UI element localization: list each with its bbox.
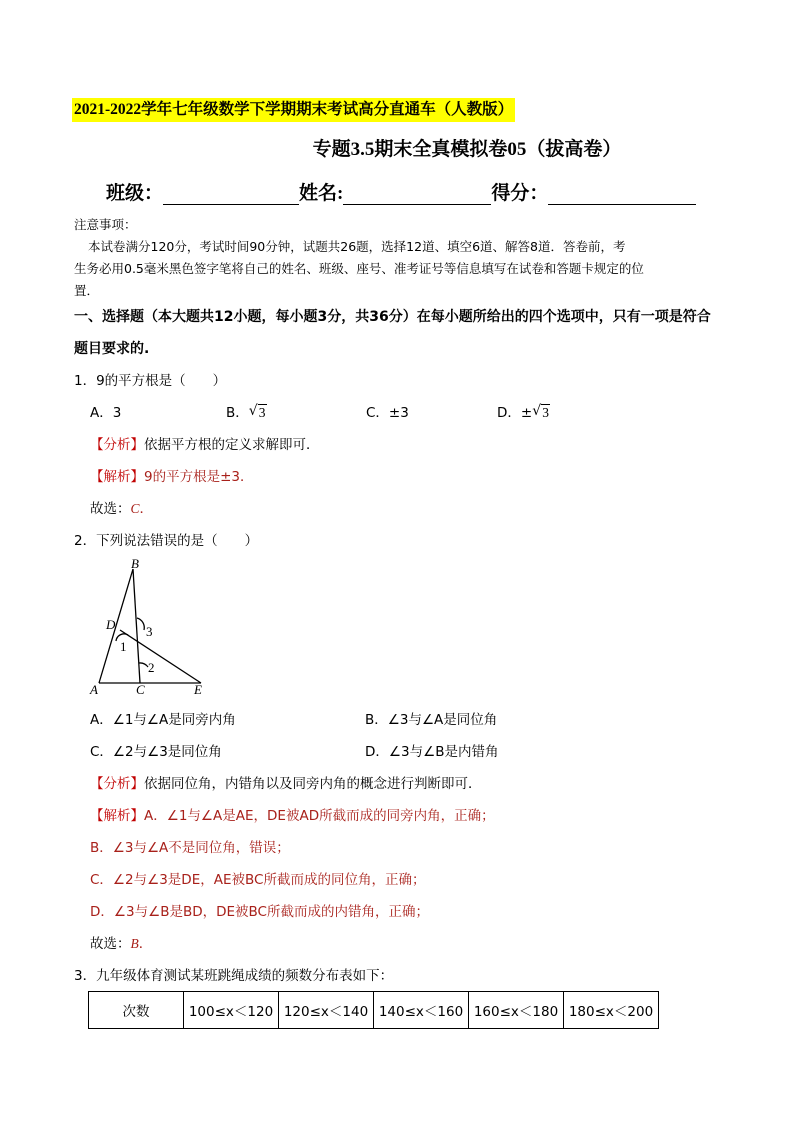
answer-prefix: 故选： (90, 501, 131, 517)
score-blank[interactable] (548, 182, 696, 205)
series-banner: 2021-2022学年七年级数学下学期期末考试高分直通车（人教版） (72, 98, 515, 122)
q2-solution-c: C．∠2与∠3是DE，AE被BC所截而成的同位角，正确； (90, 872, 426, 888)
q2-analysis-text: 依据同位角，内错角以及同旁内角的概念进行判断即可． (144, 776, 482, 792)
class-blank[interactable] (163, 182, 299, 205)
table-header-cell: 120≤x＜140 (279, 992, 374, 1029)
q2-geometry-figure (84, 556, 216, 698)
student-info-fields (106, 178, 696, 205)
class-label: 班级： (106, 183, 164, 204)
answer-prefix: 故选： (90, 936, 131, 952)
angle-3-arc (137, 618, 144, 630)
q1-option-d[interactable] (497, 402, 550, 424)
section-heading-line-1: 一、选择题（本大题共12小题，每小题3分，共36分）在每小题所给出的四个选项中，只有一项是符合 (74, 309, 711, 325)
q1-answer (90, 498, 153, 520)
line-ab (99, 569, 133, 683)
notice-line-3: 置． (74, 283, 100, 298)
q3-stem: 3．九年级体育测试某班跳绳成绩的频数分布表如下： (74, 968, 394, 984)
label-b: B (131, 556, 139, 571)
q1-answer-value: C (130, 501, 140, 516)
notice-line-2: 生务必用0.5毫米黑色签字笔将自己的姓名、班级、座号、准考证号等信息填写在试卷和答题卡规定的位 (74, 261, 644, 276)
q1-option-b[interactable] (226, 402, 267, 424)
page-title: 专题3.5期末全真模拟卷05（拔高卷） (312, 139, 622, 160)
label-d: D (106, 617, 116, 632)
solution-tag: 【解析】 (90, 808, 144, 824)
line-bc (133, 569, 140, 683)
q2-answer (90, 933, 152, 955)
score-label: 得分： (491, 183, 549, 204)
table-header-cell: 100≤x＜120 (184, 992, 279, 1029)
q1-analysis (90, 434, 320, 456)
label-e: E (194, 682, 202, 697)
analysis-tag: 【分析】 (90, 776, 144, 792)
table-header-cell: 次数 (89, 992, 184, 1029)
section-heading-line-2: 题目要求的. (74, 341, 150, 357)
angle-1-label: 1 (120, 639, 127, 654)
q2-stem: 2．下列说法错误的是（ ） (74, 533, 259, 549)
angle-2-arc (139, 663, 148, 667)
answer-suffix: ． (138, 936, 153, 952)
name-blank[interactable] (343, 182, 491, 205)
q1-option-a[interactable]: A．3 (90, 405, 122, 421)
table-row (89, 992, 659, 1029)
q2-option-d[interactable]: D．∠3与∠B是内错角 (365, 744, 499, 760)
analysis-tag: 【分析】 (90, 437, 144, 453)
table-header-cell: 160≤x＜180 (469, 992, 564, 1029)
q1-option-d-radicand: 3 (542, 405, 549, 420)
angle-3-label: 3 (146, 624, 153, 639)
name-label: 姓名: (299, 183, 344, 204)
table-header-cell: 180≤x＜200 (564, 992, 659, 1029)
q2-solution-d: D．∠3与∠B是BD，DE被BC所截而成的内错角，正确； (90, 904, 429, 920)
frequency-table (88, 991, 659, 1029)
q2-solution-a (90, 805, 495, 827)
sqrt-sign: √ 3 (532, 403, 549, 420)
q1-option-d-prefix: D．± (497, 405, 533, 421)
q2-answer-value: B (130, 936, 139, 951)
q1-solution-text: 9的平方根是±3． (144, 469, 254, 485)
q2-option-a[interactable]: A．∠1与∠A是同旁内角 (90, 712, 236, 728)
q2-option-c[interactable]: C．∠2与∠3是同位角 (90, 744, 222, 760)
q1-stem: 1．9的平方根是（ ） (74, 373, 227, 389)
q2-option-b[interactable]: B．∠3与∠A是同位角 (365, 712, 498, 728)
q2-solution-a-text: A．∠1与∠A是AE，DE被AD所截而成的同旁内角，正确； (144, 808, 495, 824)
table-header-cell: 140≤x＜160 (374, 992, 469, 1029)
answer-suffix: ． (139, 501, 154, 517)
solution-tag: 【解析】 (90, 469, 144, 485)
q1-option-c[interactable]: C．±3 (366, 405, 409, 421)
q1-option-b-prefix: B． (226, 405, 249, 421)
q2-solution-b: B．∠3与∠A不是同位角，错误； (90, 840, 290, 856)
line-de (120, 630, 201, 683)
sqrt-sign: √ 3 (248, 403, 266, 420)
angle-2-label: 2 (148, 660, 155, 675)
notice-heading: 注意事项： (74, 217, 137, 232)
q1-analysis-text: 依据平方根的定义求解即可． (144, 437, 320, 453)
q2-analysis (90, 773, 482, 795)
q1-option-b-radicand: 3 (258, 405, 266, 420)
label-a: A (90, 682, 98, 697)
notice-line-1: 本试卷满分120分，考试时间90分钟，试题共26题，选择12道、填空6道、解答8道．答卷前，考 (88, 239, 626, 254)
q1-solution (90, 466, 254, 488)
label-c: C (136, 682, 145, 697)
